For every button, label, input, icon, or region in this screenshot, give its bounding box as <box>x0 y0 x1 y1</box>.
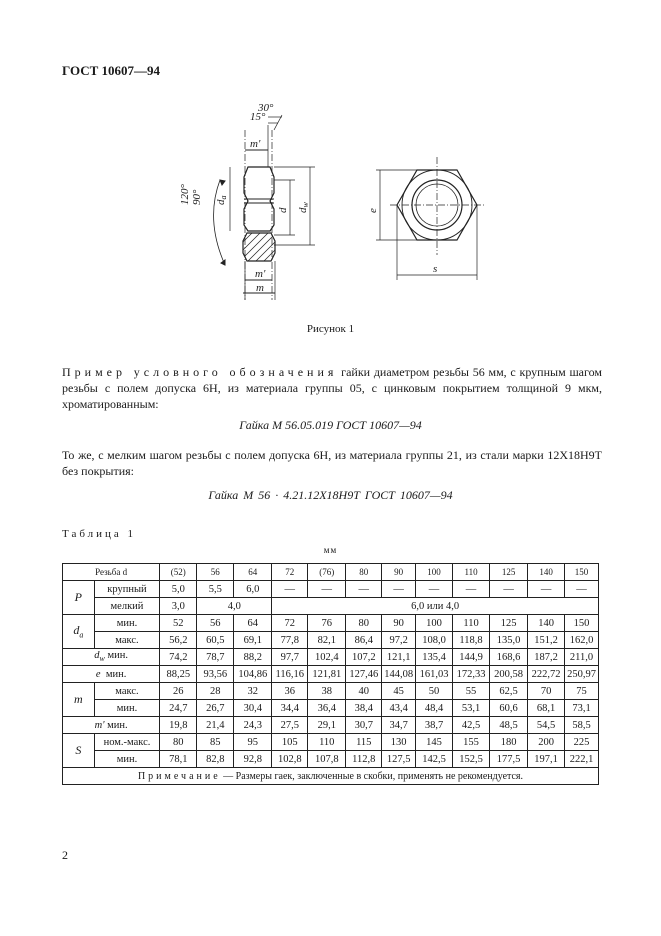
table-cell: 116,16 <box>272 666 308 683</box>
thread-size-header: (76) <box>308 564 346 581</box>
table-cell: 222,1 <box>565 751 599 768</box>
symbol-da-sub: a <box>79 630 84 640</box>
table-cell: — <box>416 581 453 598</box>
table-cell: 76 <box>308 615 346 632</box>
table-cell: 180 <box>490 734 528 751</box>
table-cell: 64 <box>234 615 272 632</box>
thread-size-header: 140 <box>528 564 565 581</box>
table-row <box>63 564 599 581</box>
table-cell: 225 <box>565 734 599 751</box>
second-paragraph: То же, с мелким шагом резьбы с полем допуска 6H, из материала группы 21, из стали марки 12Х18Н9Т без покрытия: <box>62 448 602 478</box>
table-cell: 197,1 <box>528 751 565 768</box>
table-cell: 88,2 <box>234 649 272 666</box>
table-cell: 93,56 <box>197 666 234 683</box>
table-cell: 30,7 <box>346 717 382 734</box>
dw-min-label: мин. <box>107 650 128 662</box>
angle-30-label: 30° <box>258 102 274 114</box>
thread-size-header: 150 <box>565 564 599 581</box>
example-paragraph <box>62 364 602 412</box>
table-cell: 110 <box>453 615 490 632</box>
table-cell: 144,9 <box>453 649 490 666</box>
pitch-fine-label: мелкий <box>94 598 160 615</box>
table-cell: 152,5 <box>453 751 490 768</box>
symbol-m: m <box>63 683 95 717</box>
table-cell: 97,7 <box>272 649 308 666</box>
table-cell: 110 <box>308 734 346 751</box>
table-cell: 32 <box>234 683 272 700</box>
note-heading: Примечание <box>137 770 221 782</box>
nut-top-view <box>376 157 485 280</box>
symbol-da <box>63 615 95 649</box>
table-cell: 34,7 <box>382 717 416 734</box>
thread-size-header: 56 <box>197 564 234 581</box>
table-cell: 26 <box>160 683 197 700</box>
table-cell: 5,0 <box>160 581 197 598</box>
table-cell: 38,4 <box>346 700 382 717</box>
table-cell: 56 <box>197 615 234 632</box>
table-cell: 60,6 <box>490 700 528 717</box>
table-cell: 162,0 <box>565 632 599 649</box>
e-min-label: мин. <box>105 668 127 680</box>
table-cell: — <box>346 581 382 598</box>
symbol-e: e <box>95 668 101 680</box>
symbol-dw-main: d <box>94 650 100 662</box>
table-cell: 29,1 <box>308 717 346 734</box>
table-cell: 127,5 <box>382 751 416 768</box>
table-cell: 104,86 <box>234 666 272 683</box>
s-min-label: мин. <box>94 751 160 768</box>
table-cell: 55 <box>453 683 490 700</box>
angle-15-label: 15° <box>250 111 266 123</box>
dimensions-table <box>62 563 599 785</box>
designation-1: Гайка М 56.05.019 ГОСТ 10607—94 <box>239 418 422 432</box>
angle-120-label: 120° <box>179 184 191 205</box>
thread-size-header: 125 <box>490 564 528 581</box>
designation-2: Гайка М 56 · 4.21.12Х18Н9Т ГОСТ 10607—94 <box>208 488 453 502</box>
thread-header-cell: Резьба d <box>63 564 160 581</box>
table-cell: 135,4 <box>416 649 453 666</box>
figure-caption: Рисунок 1 <box>306 323 355 335</box>
table-cell: 177,5 <box>490 751 528 768</box>
table-unit: мм <box>323 545 338 555</box>
dw-label-cell <box>63 649 160 666</box>
table-cell: 50 <box>416 683 453 700</box>
table-cell: 21,4 <box>197 717 234 734</box>
table-title: Таблица 1 <box>62 528 137 540</box>
m-min-label: мин. <box>94 700 160 717</box>
table-cell: 121,81 <box>308 666 346 683</box>
table-cell: 102,8 <box>272 751 308 768</box>
table-cell: 200,58 <box>490 666 528 683</box>
table-cell: 107,2 <box>346 649 382 666</box>
table-cell: 24,7 <box>160 700 197 717</box>
pitch-fine-b: 6,0 или 4,0 <box>272 598 599 615</box>
table-cell: 105 <box>272 734 308 751</box>
table-cell: 78,1 <box>160 751 197 768</box>
m-prime-bottom-label: m' <box>255 268 266 280</box>
symbol-m-prime: m' <box>94 719 105 731</box>
table-cell: 140 <box>528 615 565 632</box>
table-cell: 88,25 <box>160 666 197 683</box>
table-cell: 26,7 <box>197 700 234 717</box>
table-row <box>63 751 599 768</box>
table-note <box>63 768 599 785</box>
table-cell: 40 <box>346 683 382 700</box>
table-cell: 30,4 <box>234 700 272 717</box>
thread-size-header: 100 <box>416 564 453 581</box>
thread-size-header: 64 <box>234 564 272 581</box>
table-cell: 102,4 <box>308 649 346 666</box>
table-cell: 36 <box>272 683 308 700</box>
table-cell: 200 <box>528 734 565 751</box>
table-cell: 5,5 <box>197 581 234 598</box>
table-cell: 107,8 <box>308 751 346 768</box>
table-cell: 19,8 <box>160 717 197 734</box>
table-cell: 108,0 <box>416 632 453 649</box>
table-cell: 211,0 <box>565 649 599 666</box>
table-row <box>63 768 599 785</box>
table-row <box>63 700 599 717</box>
table-cell: 60,5 <box>197 632 234 649</box>
mp-min-label: мин. <box>107 719 128 731</box>
table-cell: 130 <box>382 734 416 751</box>
table-cell: 151,2 <box>528 632 565 649</box>
table-cell: 72 <box>272 615 308 632</box>
table-row <box>63 717 599 734</box>
page-number: 2 <box>62 848 68 862</box>
table-cell: 168,6 <box>490 649 528 666</box>
table-cell: 77,8 <box>272 632 308 649</box>
table-cell: — <box>308 581 346 598</box>
m-prime-top-label: m' <box>250 138 261 150</box>
table-cell: — <box>565 581 599 598</box>
pitch-fine-a: 4,0 <box>197 598 272 615</box>
table-cell: 68,1 <box>528 700 565 717</box>
table-cell: 54,5 <box>528 717 565 734</box>
da-min-label: мин. <box>94 615 160 632</box>
table-cell: 82,1 <box>308 632 346 649</box>
e-label: e <box>367 208 379 213</box>
s-nom-label: ном.-макс. <box>94 734 160 751</box>
table-cell: 75 <box>565 683 599 700</box>
thread-size-header: (52) <box>160 564 197 581</box>
da-max-label: макс. <box>94 632 160 649</box>
table-cell: — <box>490 581 528 598</box>
thread-size-header: 80 <box>346 564 382 581</box>
table-cell: 144,08 <box>382 666 416 683</box>
table-cell: 73,1 <box>565 700 599 717</box>
table-cell: 112,8 <box>346 751 382 768</box>
table-cell: 145 <box>416 734 453 751</box>
mp-label-cell <box>63 717 160 734</box>
table-cell: 97,2 <box>382 632 416 649</box>
table-row <box>63 734 599 751</box>
table-cell: 28 <box>197 683 234 700</box>
table-cell: 62,5 <box>490 683 528 700</box>
table-cell: 78,7 <box>197 649 234 666</box>
table-cell: 27,5 <box>272 717 308 734</box>
table-cell: 82,8 <box>197 751 234 768</box>
table-cell: 52 <box>160 615 197 632</box>
symbol-P: P <box>63 581 95 615</box>
table-row <box>63 683 599 700</box>
table-cell: 95 <box>234 734 272 751</box>
table-cell: 115 <box>346 734 382 751</box>
table-cell: 53,1 <box>453 700 490 717</box>
table-cell: 92,8 <box>234 751 272 768</box>
dw-label: dw <box>297 202 310 213</box>
m-max-label: макс. <box>94 683 160 700</box>
table-cell: 80 <box>346 615 382 632</box>
table-cell: — <box>272 581 308 598</box>
document-header: ГОСТ 10607—94 <box>62 63 161 78</box>
table-row <box>63 632 599 649</box>
table-cell: 80 <box>160 734 197 751</box>
pitch-fine-first: 3,0 <box>160 598 197 615</box>
table-cell: 135,0 <box>490 632 528 649</box>
table-cell: 43,4 <box>382 700 416 717</box>
table-cell: 250,97 <box>565 666 599 683</box>
table-cell: 6,0 <box>234 581 272 598</box>
table-cell: 127,46 <box>346 666 382 683</box>
note-text: — Размеры гаек, заключенные в скобки, применять не рекомендуется. <box>220 770 524 782</box>
symbol-da-main: d <box>73 623 80 638</box>
m-label: m <box>256 282 264 294</box>
table-cell: 36,4 <box>308 700 346 717</box>
table-cell: 45 <box>382 683 416 700</box>
table-row <box>63 649 599 666</box>
angle-90-label: 90° <box>191 189 203 205</box>
table-cell: 70 <box>528 683 565 700</box>
table-cell: 187,2 <box>528 649 565 666</box>
table-cell: 86,4 <box>346 632 382 649</box>
table-row <box>63 666 599 683</box>
table-cell: 90 <box>382 615 416 632</box>
table-cell: 142,5 <box>416 751 453 768</box>
thread-size-header: 90 <box>382 564 416 581</box>
example-heading: Пример условного обозначения <box>62 365 338 379</box>
table-cell: 58,5 <box>565 717 599 734</box>
table-cell: 48,4 <box>416 700 453 717</box>
table-cell: — <box>453 581 490 598</box>
table-cell: 85 <box>197 734 234 751</box>
table-cell: 118,8 <box>453 632 490 649</box>
table-cell: — <box>382 581 416 598</box>
table-cell: 74,2 <box>160 649 197 666</box>
table-cell: 155 <box>453 734 490 751</box>
table-cell: 121,1 <box>382 649 416 666</box>
table-cell: 38 <box>308 683 346 700</box>
e-label-cell <box>63 666 160 683</box>
table-cell: 150 <box>565 615 599 632</box>
pitch-coarse-label: крупный <box>94 581 160 598</box>
table-cell: 38,7 <box>416 717 453 734</box>
thread-size-header: 72 <box>272 564 308 581</box>
table-row <box>63 581 599 598</box>
table-cell: — <box>528 581 565 598</box>
s-label: s <box>433 263 438 275</box>
table-cell: 161,03 <box>416 666 453 683</box>
table-cell: 24,3 <box>234 717 272 734</box>
table-cell: 125 <box>490 615 528 632</box>
table-row <box>63 615 599 632</box>
table-cell: 34,4 <box>272 700 308 717</box>
example-text: гайки диаметром резьбы 56 мм, с крупным шагом резьбы с полем допуска 6H, из материала группы 05, с цинковым покрытием толщиной 9 мкм, хроматированным: <box>62 365 602 411</box>
table-cell: 69,1 <box>234 632 272 649</box>
table-cell: 56,2 <box>160 632 197 649</box>
table-cell: 172,33 <box>453 666 490 683</box>
symbol-dw-sub: w <box>99 654 105 664</box>
symbol-S: S <box>63 734 95 768</box>
thread-size-header: 110 <box>453 564 490 581</box>
table-cell: 48,5 <box>490 717 528 734</box>
table-cell: 42,5 <box>453 717 490 734</box>
da-label: da <box>215 195 228 205</box>
table-cell: 100 <box>416 615 453 632</box>
nut-drawing <box>150 95 510 320</box>
table-row <box>63 598 599 615</box>
table-cell: 222,72 <box>528 666 565 683</box>
d-label: d <box>277 207 289 213</box>
